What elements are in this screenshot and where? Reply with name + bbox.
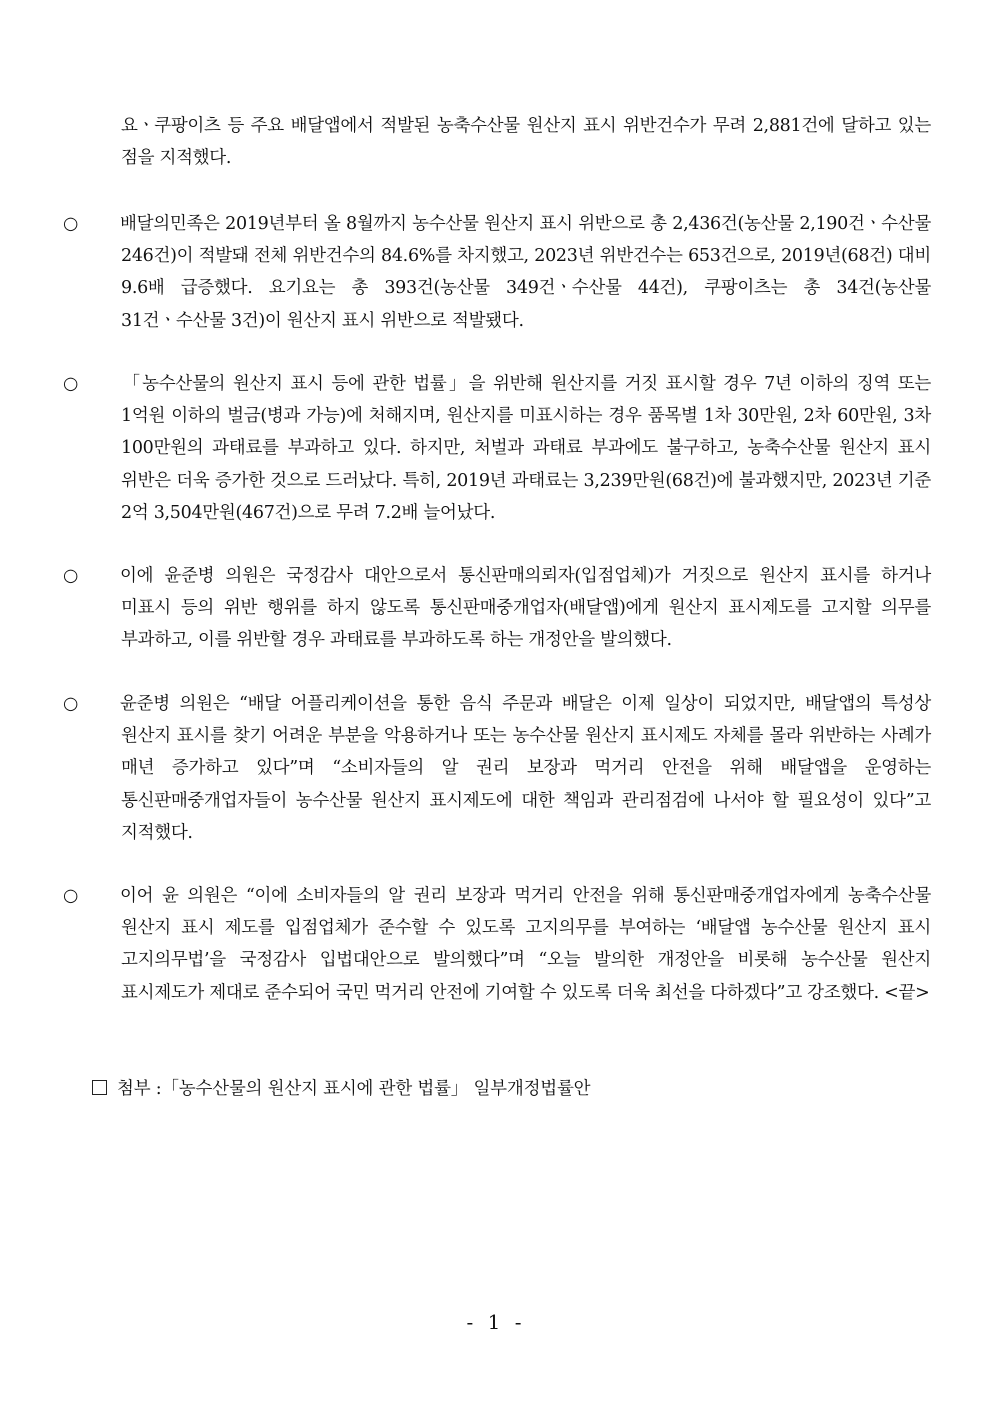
- circle-bullet-icon: ○: [63, 214, 78, 234]
- bullet-paragraph-3: [63, 560, 931, 657]
- attachment-line: [92, 1073, 590, 1105]
- bullet-paragraph-4: [63, 688, 931, 849]
- circle-bullet-icon: ○: [63, 694, 78, 714]
- paragraph-text: 배달의민족은 2019년부터 올 8월까지 농수산물 원산지 표시 위반으로 총 2,436건(농산물 2,190건ㆍ수산물 246건)이 적발돼 전체 위반건수의 84.6%를 차지했고, 2023년 위반건수는 653건으로, 2019년(68건) 대비 9.6배 급증했다. 요기요는 총 393건(농산물 349건ㆍ수산물 44건), 쿠팡이츠는 총 34건(농산물 31건ㆍ수산물 3건)이 원산지 표시 위반으로 적발됐다.: [120, 214, 931, 331]
- page-number: - 1 -: [466, 1310, 526, 1334]
- paragraph-text: 이에 윤준병 의원은 국정감사 대안으로서 통신판매의뢰자(입점업체)가 거짓으로 원산지 표시를 하거나 미표시 등의 위반 행위를 하지 않도록 통신판매중개업자(배달앱)에게 원산지 표시제도를 고지할 의무를 부과하고, 이를 위반할 경우 과태료를 부과하도록 하는 개정안을 발의했다.: [120, 566, 931, 651]
- paragraph-text: 이어 윤 의원은 “이에 소비자들의 알 권리 보장과 먹거리 안전을 위해 통신판매중개업자에게 농축수산물 원산지 표시 제도를 입점업체가 준수할 수 있도록 고지의무를 부여하는 ‘배달앱 농수산물 원산지 표시 고지의무법’을 국정감사 입법대안으로 발의했다”며 “오늘 발의한 개정안을 비롯해 농수산물 원산지 표시제도가 제대로 준수되어 국민 먹거리 안전에 기여할 수 있도록 더욱 최선을 다하겠다”고 강조했다. <끝>: [120, 886, 931, 1003]
- bullet-paragraph-5: [63, 880, 931, 1009]
- square-bullet-icon: [92, 1080, 107, 1095]
- circle-bullet-icon: ○: [63, 886, 78, 906]
- continuation-text: 요ㆍ쿠팡이츠 등 주요 배달앱에서 적발된 농축수산물 원산지 표시 위반건수가 무려 2,881건에 달하고 있는 점을 지적했다.: [121, 116, 931, 169]
- attachment-text: 첨부 :「농수산물의 원산지 표시에 관한 법률」 일부개정법률안: [117, 1079, 591, 1099]
- bullet-paragraph-2: [63, 368, 931, 529]
- bullet-paragraph-1: [63, 208, 931, 337]
- circle-bullet-icon: ○: [63, 566, 78, 586]
- circle-bullet-icon: ○: [63, 374, 78, 394]
- paragraph-text: 윤준병 의원은 “배달 어플리케이션을 통한 음식 주문과 배달은 이제 일상이 되었지만, 배달앱의 특성상 원산지 표시를 찾기 어려운 부분을 악용하거나 또는 농수산물 원산지 표시제도 자체를 몰라 위반하는 사례가 매년 증가하고 있다”며 “소비자들의 알 권리 보장과 먹거리 안전을 위해 배달앱을 운영하는 통신판매중개업자들이 농수산물 원산지 표시제도에 대한 책임과 관리점검에 나서야 할 필요성이 있다”고 지적했다.: [120, 694, 931, 843]
- continuation-paragraph: [92, 110, 931, 174]
- paragraph-text: 「농수산물의 원산지 표시 등에 관한 법률」을 위반해 원산지를 거짓 표시할 경우 7년 이하의 징역 또는 1억원 이하의 벌금(병과 가능)에 처해지며, 원산지를 미표시하는 경우 품목별 1차 30만원, 2차 60만원, 3차 100만원의 과태료를 부과하고 있다. 하지만, 처벌과 과태료 부과에도 불구하고, 농축수산물 원산지 표시 위반은 더욱 증가한 것으로 드러났다. 특히, 2019년 과태료는 3,239만원(68건)에 불과했지만, 2023년 기준 2억 3,504만원(467건)으로 무려 7.2배 늘어났다.: [120, 374, 931, 523]
